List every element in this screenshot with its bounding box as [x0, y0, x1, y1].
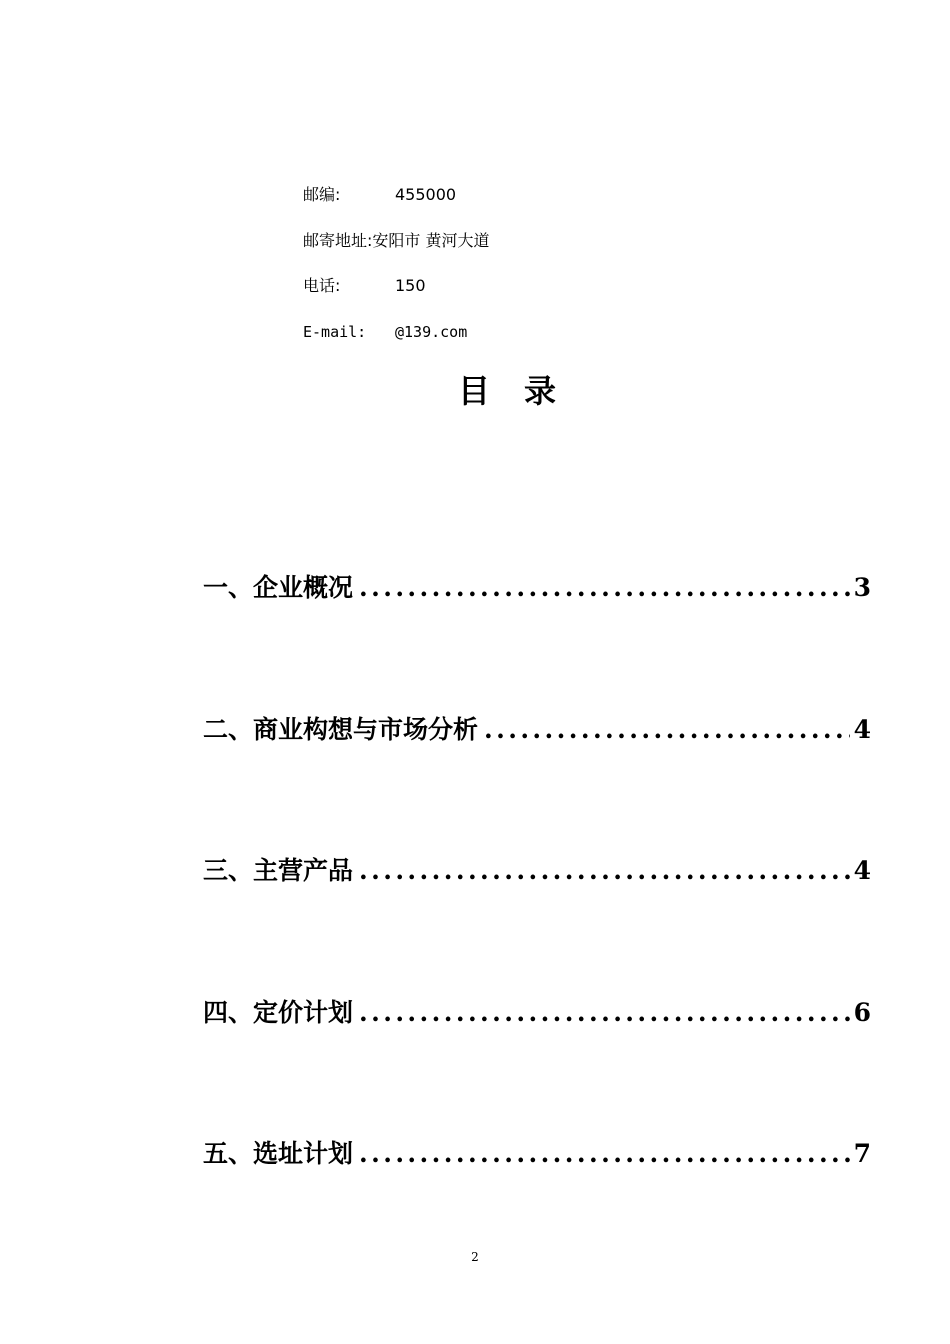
toc-entry-text: 三、主营产品	[203, 856, 354, 886]
postcode-value: 455000	[395, 185, 457, 204]
email-row	[303, 317, 490, 363]
toc-leader-dots	[484, 715, 850, 744]
toc-entry-text: 二、商业构想与市场分析	[203, 714, 479, 744]
toc-leader-dots	[359, 998, 850, 1027]
toc-entry[interactable]	[203, 993, 871, 1135]
email-value: @139.com	[395, 322, 468, 341]
toc-leader-dots	[359, 1139, 850, 1168]
page-number: 2	[471, 1250, 479, 1264]
contact-info	[303, 180, 490, 362]
toc-entry-text: 一、企业概况	[203, 573, 354, 602]
phone-label: 电话:	[303, 276, 341, 295]
postcode-label: 邮编:	[303, 185, 341, 204]
postcode-row	[303, 180, 490, 226]
toc-entry-page: 7	[853, 1139, 871, 1169]
table-of-contents	[203, 568, 871, 1276]
toc-leader-dots	[359, 573, 850, 602]
toc-entry[interactable]	[203, 851, 871, 993]
address-label: 邮寄地址:	[303, 230, 373, 250]
toc-entry-text: 四、定价计划	[203, 997, 354, 1027]
toc-entry-page: 4	[853, 714, 871, 744]
toc-entry-text: 五、选址计划	[203, 1139, 354, 1169]
toc-entry-page: 4	[853, 856, 871, 886]
phone-value: 150	[395, 276, 426, 295]
phone-row	[303, 271, 490, 317]
address-value: 安阳市 黄河大道	[372, 230, 490, 250]
toc-entry-page: 3	[853, 573, 871, 602]
toc-title: 目录	[457, 372, 590, 410]
email-label: E-mail:	[303, 322, 367, 341]
toc-entry[interactable]	[203, 568, 871, 710]
toc-leader-dots	[359, 856, 850, 885]
toc-entry[interactable]	[203, 710, 871, 852]
address-row	[303, 226, 490, 272]
toc-entry-page: 6	[853, 997, 871, 1027]
